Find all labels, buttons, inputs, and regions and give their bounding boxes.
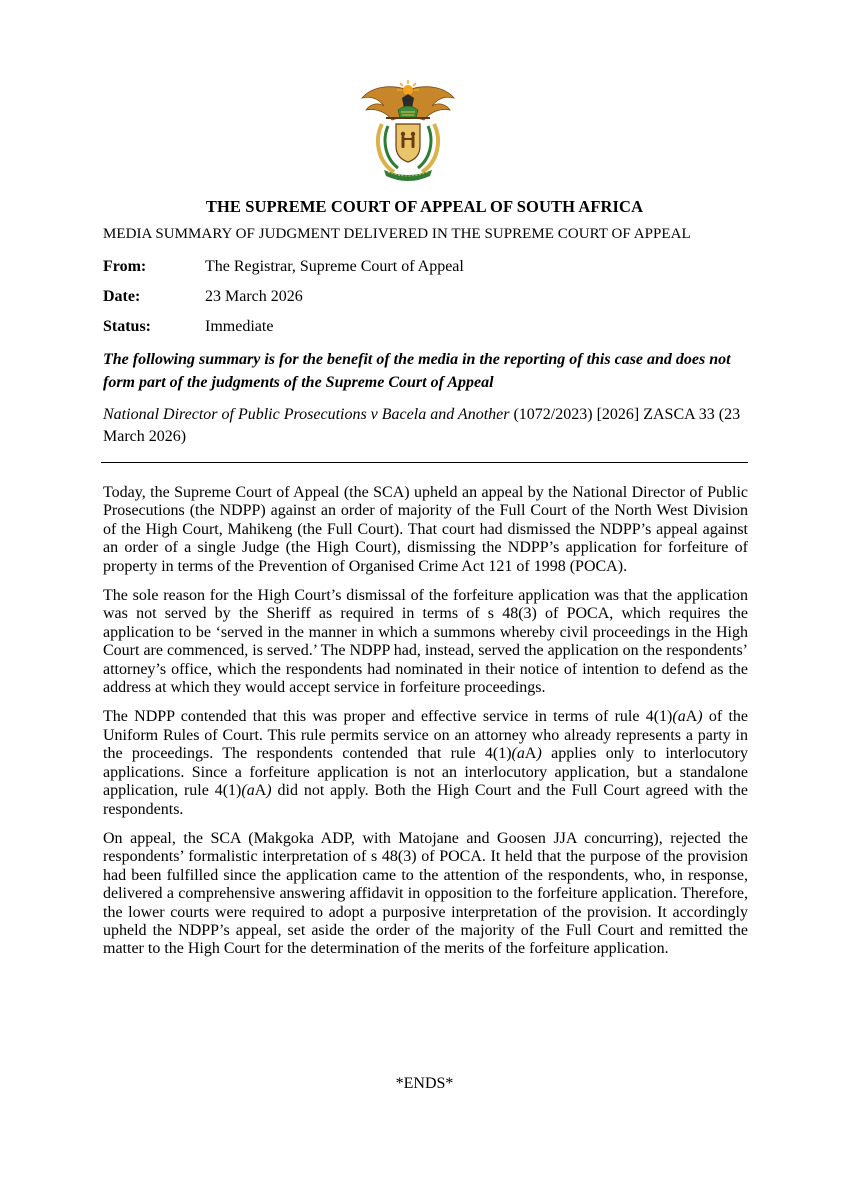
paragraph-2: The sole reason for the High Court’s dismissal of the forfeiture application was that the application was not served by the Sheriff as required in terms of s 48(3) of POCA, which requires the application to be ‘served in the manner in which a summons whereby civil proceedings in the High Court are commenced, is served.’ The NDPP had, instead, served the application on the respondents’ attorney’s office, which the respondents had nominated in their notice of intention to defend as the address at which they would accept service in forfeiture proceedings. — [103, 587, 748, 697]
summary-body — [103, 484, 748, 970]
paragraph-3: The NDPP contended that this was proper and effective service in terms of rule 4(1)(aA) of the Uniform Rules of Court. This rule permits service on an attorney who already represents a party in the proceedings. The respondents contended that rule 4(1)(aA) applies only to interlocutory applications. Since a forfeiture application is not an interlocutory application, but a standalone application, rule 4(1)(aA) did not apply. Both the High Court and the Full Court agreed with the respondents. — [103, 708, 749, 818]
paragraph-1: Today, the Supreme Court of Appeal (the SCA) upheld an appeal by the National Director of Public Prosecutions (the NDPP) against an order of majority of the Full Court of the North West Division of the High Court, Mahikeng (the Full Court). That court had dismissed the NDPP’s appeal against an order of a single Judge (the High Court), dismissing the NDPP’s application for forfeiture of property in terms of the Prevention of Organised Crime Act 121 of 1998 (POCA). — [103, 484, 748, 575]
meta-date-row — [103, 288, 303, 306]
paragraph-4: On appeal, the SCA (Makgoka ADP, with Matojane and Goosen JJA concurring), rejected the respondents’ formalistic interpretation of s 48(3) of POCA. It held that the purpose of the provision had been fulfilled since the application came to the attention of the respondents, who, in response, delivered a comprehensive answering affidavit in opposition to the forfeiture application. Therefore, the lower courts were required to adopt a purposive interpretation of the provision. It accordingly upheld the NDPP’s appeal, set aside the order of the majority of the Full Court and remitted the matter to the High Court for the determination of the merits of the forfeiture application. — [103, 829, 748, 958]
court-title: THE SUPREME COURT OF APPEAL OF SOUTH AFRICA — [205, 197, 644, 216]
meta-status-label: Status: — [103, 318, 152, 335]
meta-date-label: Date: — [103, 288, 141, 305]
coat-of-arms-icon — [358, 76, 458, 186]
case-reference: (1072/2023) [2026] ZASCA 33 (23 March 2026) — [103, 406, 741, 445]
meta-from-value: The Registrar, Supreme Court of Appeal — [205, 258, 464, 275]
summary-heading: MEDIA SUMMARY OF JUDGMENT DELIVERED IN THE SUPREME COURT OF APPEAL — [103, 226, 691, 242]
divider — [101, 462, 748, 463]
media-disclaimer: The following summary is for the benefit of the media in the reporting of this case and does not form part of the judgments of the Supreme Court of Appeal — [103, 351, 731, 391]
meta-from-row — [103, 258, 464, 276]
meta-status-row — [103, 318, 273, 336]
ends-marker: *ENDS* — [395, 1075, 454, 1092]
meta-from-label: From: — [103, 258, 147, 275]
meta-status-value: Immediate — [205, 318, 274, 335]
case-citation — [103, 404, 761, 448]
meta-date-value: 23 March 2026 — [205, 288, 303, 305]
case-name: National Director of Public Prosecutions v Bacela and Another — [103, 406, 510, 423]
